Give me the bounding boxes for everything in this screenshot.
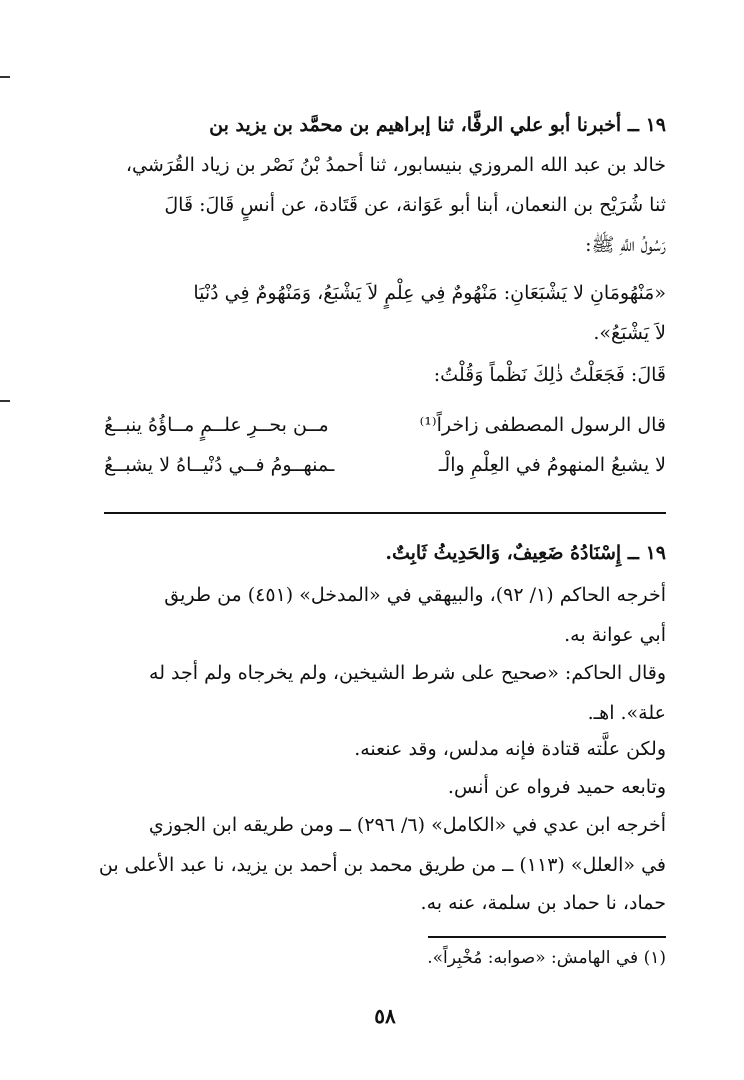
hadith-line: خالد بن عبد الله المروزي بنيسابور، ثنا أحمدُ بْنُ نَصْر بن زياد القُرَشي، — [125, 154, 666, 176]
commentary-line: في «العلل» (١١٣) ــ من طريق محمد بن أحمد بن يزيد، نا عبد الأعلى بن — [98, 854, 666, 876]
footnote: (١) في الهامش: «صوابه: مُخْبِراً». — [427, 948, 666, 968]
hadith-line: ١٩ ــ أخبرنا أبو علي الرفَّا، ثنا إبراهيم بن محمَّد بن يزيد بن — [209, 114, 666, 136]
section-divider — [104, 512, 666, 514]
poem-verse — [104, 454, 666, 484]
margin-mark — [0, 76, 10, 78]
commentary-line: وقال الحاكم: «صحيح على شرط الشيخين، ولم يخرجاه ولم أجد له — [149, 662, 666, 684]
poem-second-hemistich: ـمنهــومُ فــي دُنْيــاهُ لا يشبــعُ — [104, 454, 335, 476]
commentary-line: وتابعه حميد فرواه عن أنس. — [447, 776, 666, 798]
commentary-line: أخرجه الحاكم (١/ ٩٢)، والبيهقي في «المدخل» (٤٥١) من طريق — [164, 584, 666, 606]
hadith-line: قَالَ: فَجَعَلْتُ ذٰلِكَ نَظْماً وَقُلْتُ: — [433, 364, 666, 386]
hadith-line: «مَنْهُومَانِ لا يَشْبَعَانِ: مَنْهُومٌ فِي عِلْمٍ لاَ يَشْبَعُ، وَمَنْهُومٌ فِي دُنْيَا — [193, 282, 666, 304]
commentary-line: ولكن علَّته قتادة فإنه مدلس، وقد عنعنه. — [354, 738, 666, 760]
margin-mark — [0, 400, 10, 402]
poem-first-hemistich: لا يشبعُ المنهومُ في العِلْمِ والْـ — [438, 454, 666, 476]
hadith-line: ثنا شُرَيْح بن النعمان، أبنا أبو عَوَانة، عن قَتَادة، عن أنسٍ قَالَ: قَالَ — [164, 194, 666, 216]
poem-first-hemistich: قال الرسول المصطفى زاخراً⁽¹⁾ — [419, 414, 666, 436]
poem-verse — [104, 414, 666, 444]
commentary-line: حماد، نا حماد بن سلمة، عنه به. — [420, 892, 666, 914]
commentary-line: أبي عوانة به. — [564, 624, 666, 646]
footnote-divider — [428, 936, 666, 938]
hadith-line: رَسُولُ اللَّهِ ﷺ: — [585, 234, 666, 256]
hadith-line: لاَ يَشْبَعُ». — [593, 322, 666, 344]
page-number: ٥٨ — [374, 1004, 396, 1028]
commentary-heading: ١٩ ــ إِسْنَادُهُ ضَعِيفٌ، وَالحَدِيثُ ثَابِتٌ. — [385, 542, 666, 564]
commentary-line: أخرجه ابن عدي في «الكامل» (٦/ ٢٩٦) ــ ومن طريقه ابن الجوزي — [148, 814, 666, 836]
poem-second-hemistich: مــن بحــرِ علــمٍ مــاؤُهُ ينبــعُ — [104, 414, 329, 436]
commentary-line: علة». اهـ. — [587, 702, 666, 724]
